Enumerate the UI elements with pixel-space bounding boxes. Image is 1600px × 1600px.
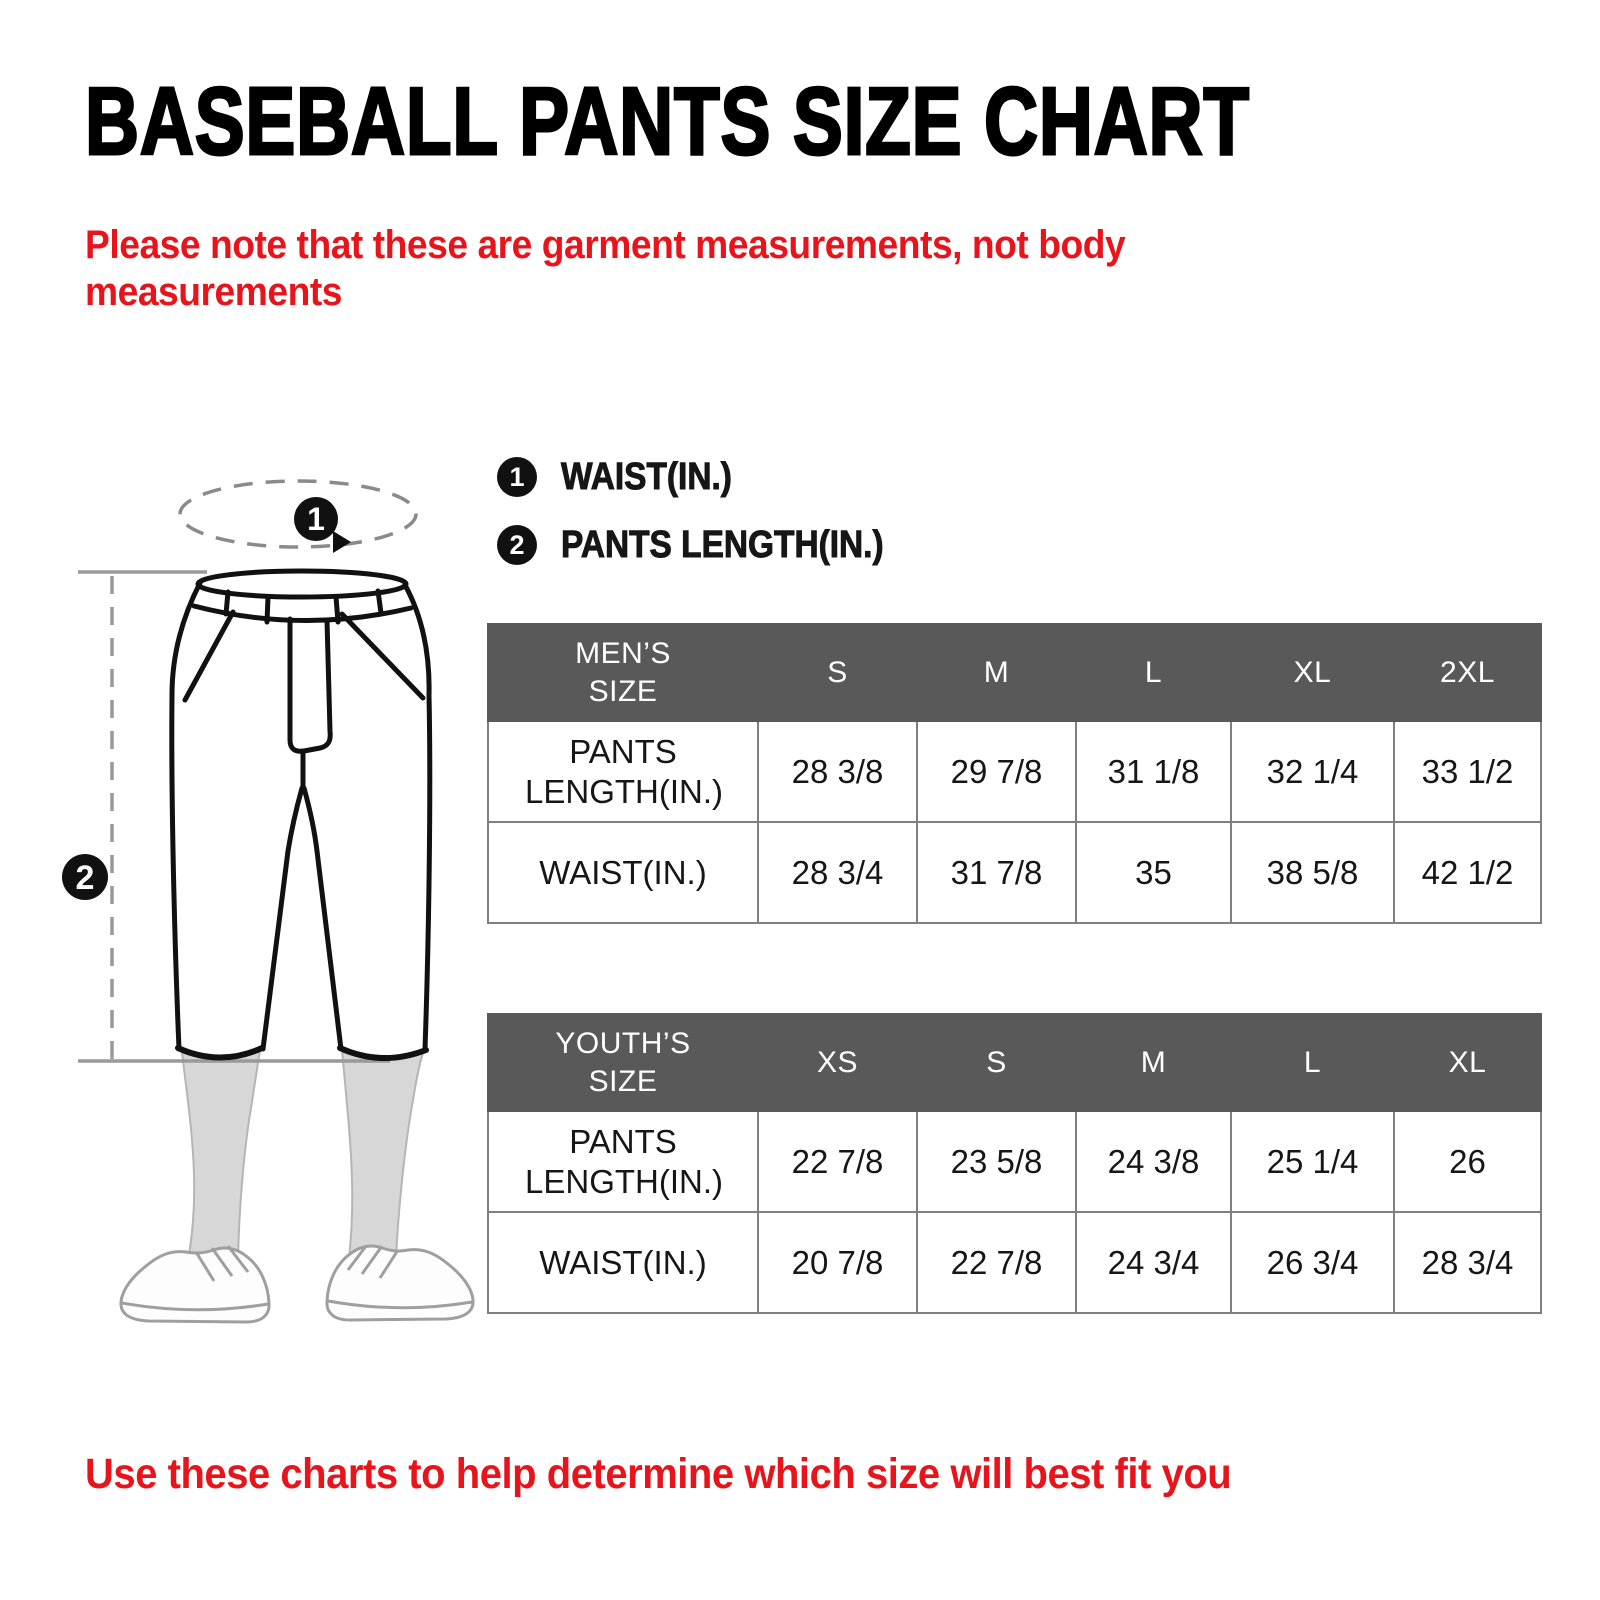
youth-size-xl: XL [1394, 1014, 1541, 1111]
value-cell: 35 [1076, 822, 1231, 923]
marker-1-badge [294, 497, 338, 541]
garment-note-text: Please note that these are garment measurements, not body measurements [85, 223, 1126, 315]
mens-size-2xl: 2XL [1394, 624, 1541, 721]
youth-size-l: L [1231, 1014, 1394, 1111]
mens-pants-length-row [488, 721, 1541, 822]
pants-outline [172, 571, 430, 1058]
row-label: PANTS LENGTH(IN.) [488, 721, 758, 822]
value-cell: 22 7/8 [917, 1212, 1076, 1313]
marker-2-badge [62, 854, 108, 900]
value-cell: 29 7/8 [917, 721, 1076, 822]
waist-marker-badge: 1 [497, 457, 537, 497]
mens-size-xl: XL [1231, 624, 1394, 721]
socks-icon [182, 1050, 424, 1258]
svg-text:1: 1 [307, 501, 325, 537]
value-cell: 32 1/4 [1231, 721, 1394, 822]
shoes-icon [121, 1246, 473, 1322]
value-cell: 26 3/4 [1231, 1212, 1394, 1313]
value-cell: 28 3/8 [758, 721, 917, 822]
youth-size-xs: XS [758, 1014, 917, 1111]
mens-waist-row [488, 822, 1541, 923]
value-cell: 31 1/8 [1076, 721, 1231, 822]
value-cell: 24 3/8 [1076, 1111, 1231, 1212]
value-cell: 28 3/4 [758, 822, 917, 923]
mens-size-s: S [758, 624, 917, 721]
youth-header-row [488, 1014, 1541, 1111]
length-measure-lines [75, 572, 390, 1061]
length-marker-badge: 2 [497, 525, 537, 565]
pants-diagram [40, 440, 520, 1360]
value-cell: 23 5/8 [917, 1111, 1076, 1212]
youth-size-header: YOUTH’S SIZE [488, 1014, 758, 1111]
waist-arrow-icon [333, 531, 351, 553]
youth-size-table [487, 1013, 1542, 1314]
row-label: WAIST(IN.) [488, 822, 758, 923]
mens-header-row [488, 624, 1541, 721]
value-cell: 31 7/8 [917, 822, 1076, 923]
youth-waist-row [488, 1212, 1541, 1313]
value-cell: 42 1/2 [1394, 822, 1541, 923]
mens-size-table [487, 623, 1542, 924]
row-label: PANTS LENGTH(IN.) [488, 1111, 758, 1212]
mens-size-l: L [1076, 624, 1231, 721]
value-cell: 22 7/8 [758, 1111, 917, 1212]
value-cell: 26 [1394, 1111, 1541, 1212]
value-cell: 25 1/4 [1231, 1111, 1394, 1212]
value-cell: 28 3/4 [1394, 1212, 1541, 1313]
svg-text:2: 2 [75, 859, 95, 897]
legend-waist-row [497, 456, 755, 498]
value-cell: 33 1/2 [1394, 721, 1541, 822]
value-cell: 20 7/8 [758, 1212, 917, 1313]
youth-pants-length-row [488, 1111, 1541, 1212]
youth-size-m: M [1076, 1014, 1231, 1111]
value-cell: 24 3/4 [1076, 1212, 1231, 1313]
mens-size-m: M [917, 624, 1076, 721]
row-label: WAIST(IN.) [488, 1212, 758, 1313]
legend-length-label: PANTS LENGTH(IN.) [561, 523, 884, 566]
mens-size-header: MEN’S SIZE [488, 624, 758, 721]
value-cell: 38 5/8 [1231, 822, 1394, 923]
legend-length-row [497, 524, 928, 566]
footer-advice-text: Use these charts to help determine which size will best fit you [85, 1450, 1232, 1498]
page-title: BASEBALL PANTS SIZE CHART [85, 68, 1250, 175]
legend-waist-label: WAIST(IN.) [561, 455, 732, 498]
youth-size-s: S [917, 1014, 1076, 1111]
